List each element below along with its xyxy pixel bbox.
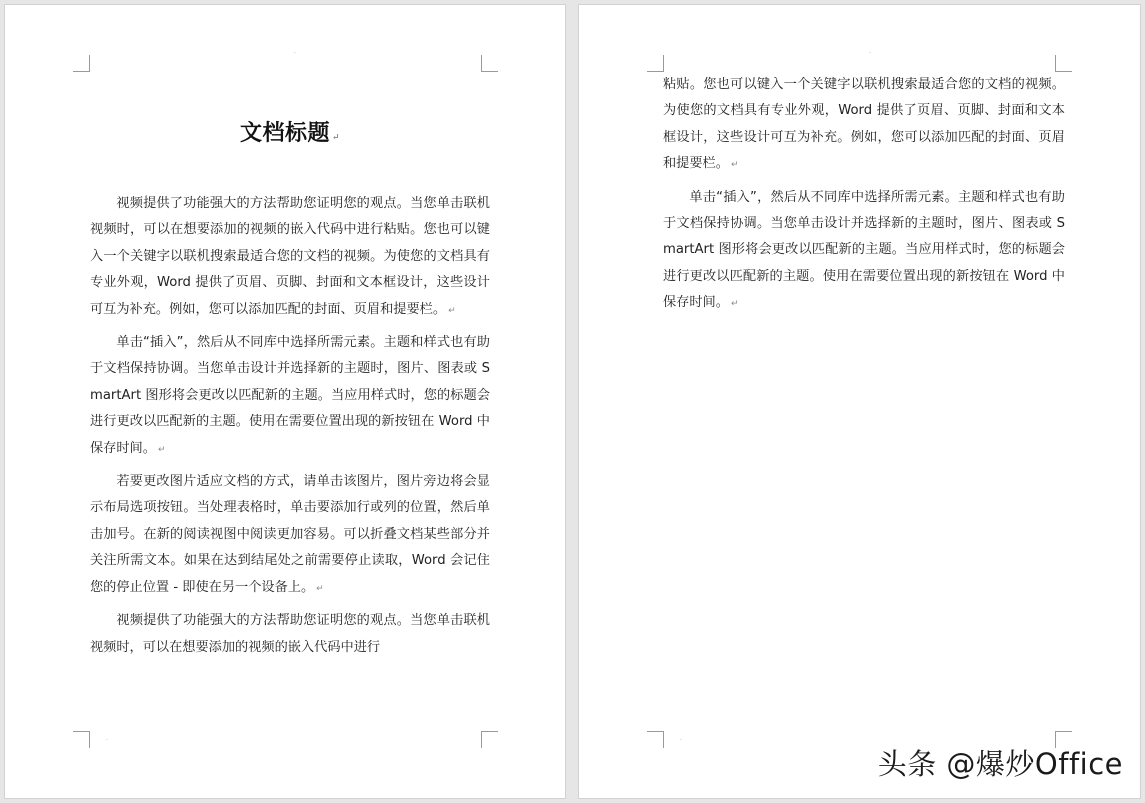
footer-mark: ·: [680, 737, 682, 744]
paragraph-mark-icon: ↵: [730, 299, 739, 310]
page-1-body[interactable]: [90, 107, 490, 667]
footer-mark: ·: [106, 737, 108, 744]
paragraph[interactable]: 若要更改图片适应文档的方式，请单击该图片，图片旁边将会显示布局选项按钮。当处理表格时，单击要添加行或列的位置，然后单击加号。在新的阅读视图中阅读更加容易。可以折叠文档某些部分并关注所需文本。如果在达到结尾处之前需要停止读取，Word 会记住您的停止位置 - 即使在另一个设备上。 ↵: [90, 474, 490, 595]
crop-mark-bottom-left: [73, 731, 90, 748]
crop-mark-bottom-right: [481, 731, 498, 748]
crop-mark-bottom-left: [647, 731, 664, 748]
header-mark: ·: [869, 50, 871, 57]
paragraph-mark-icon: ↵: [730, 160, 739, 171]
paragraph-mark-icon: ↵: [448, 305, 456, 316]
page-1[interactable]: [5, 5, 565, 798]
crop-mark-top-left: [647, 55, 664, 72]
watermark: 头条 @爆炒Office: [877, 747, 1123, 781]
paragraph[interactable]: 单击“插入”，然后从不同库中选择所需元素。主题和样式也有助于文档保持协调。当您单击设计并选择新的主题时，图片、图表或 SmartArt 图形将会更改以匹配新的主题。当应用样式时，您的标题会进行更改以匹配新的主题。使用在需要位置出现的新按钮在 Word 中保存时间。 ↵: [90, 335, 490, 456]
paragraph[interactable]: 视频提供了功能强大的方法帮助您证明您的观点。当您单击联机视频时，可以在想要添加的视频的嵌入代码中进行粘贴。您也可以键入一个关键字以联机搜索最适合您的文档的视频。为使您的文档具有专业外观，Word 提供了页眉、页脚、封面和文本框设计，这些设计可互为补充。例如，您可以添加匹配的封面、页眉和提要栏。 ↵: [90, 196, 490, 317]
crop-mark-top-right: [481, 55, 498, 72]
paragraph[interactable]: 单击“插入”，然后从不同库中选择所需元素。主题和样式也有助于文档保持协调。当您单击设计并选择新的主题时，图片、图表或 SmartArt 图形将会更改以匹配新的主题。当应用样式时，您的标题会进行更改以匹配新的主题。使用在需要位置出现的新按钮在 Word 中保存时间。 ↵: [663, 189, 1065, 311]
page-2-body[interactable]: [663, 72, 1065, 324]
document-title[interactable]: 文档标题 ↵: [239, 120, 341, 146]
paragraph[interactable]: 粘贴。您也可以键入一个关键字以联机搜索最适合您的文档的视频。为使您的文档具有专业外观，Word 提供了页眉、页脚、封面和文本框设计，这些设计可互为补充。例如，您可以添加匹配的封面、页眉和提要栏。 ↵: [663, 77, 1065, 172]
header-mark: ·: [294, 50, 296, 57]
paragraph-mark-icon: ↵: [316, 583, 324, 594]
crop-mark-top-left: [73, 55, 90, 72]
paragraph-mark-icon: ↵: [157, 444, 166, 455]
page-2[interactable]: [579, 5, 1140, 798]
paragraph[interactable]: 视频提供了功能强大的方法帮助您证明您的观点。当您单击联机视频时，可以在想要添加的视频的嵌入代码中进行: [90, 613, 490, 655]
crop-mark-top-right: [1055, 55, 1072, 72]
